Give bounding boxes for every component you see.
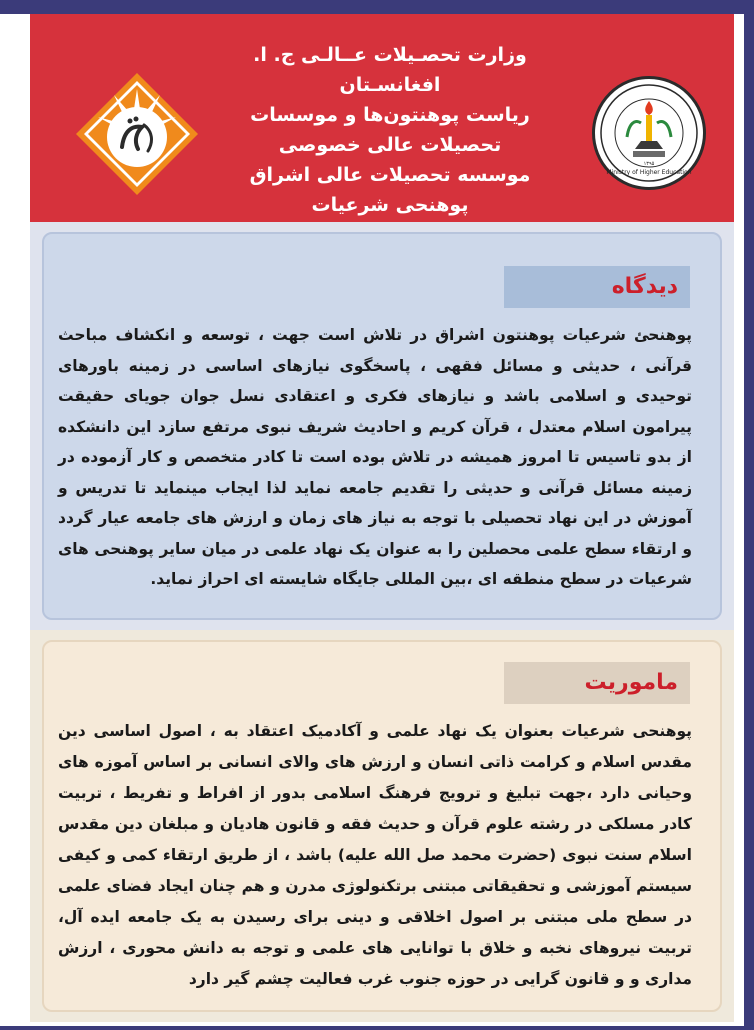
emblem-english-text: Ministry of Higher Education [606,169,692,176]
vision-card [42,232,722,620]
header-line-directorate: ریاست پوهنتون‌ها و موسسات تحصیلات عالی خصوصی [250,104,530,156]
header-banner [30,14,734,222]
header-line-ministry: وزارت تحصـیلات عــالـی ج. ا. افغانسـتان [253,44,527,96]
vision-section [30,222,734,630]
header-line-faculty: پوهنحی شرعیات [311,194,469,216]
vision-title: دیدگاه [504,266,690,308]
mission-text: پوهنحی شرعیات بعنوان یک نهاد علمی و آکادمیک اعتقاد به ، اصول اساسی دین مقدس اسلام و کرامت ذاتی انسان و ارزش های والای انسانی بر اساس آموزه های وحیانی دارد ،جهت تبلیغ و ترویج فرهنگ اسلامی بدور از افراط و تفریط ، تربیت کادر مسلکی در رشته علوم قرآن و حدیث فقه و قانون هادیان و مبلغان دین مقدس اسلام سنت نبوی (حضرت محمد صل الله علیه) باشد ، از طریق ارتقاء کمی و کیفی سیستم آموزشی و تحقیقاتی مبتنی برتکنولوژی مدرن و هم چنان ایجاد فضای علمی در سطح ملی مبتنی بر اصول اخلاقی و دینی برای رسیدن به یک جامعه ایده آل، تربیت نیروهای نخبه و خلاق با توانایی های علمی و توجه به دانش محوری ، ارزش مداری و و قانون گرایی در حوزه جنوب غرب فعالیت چشم گیر دارد [58,722,692,988]
mission-card [42,640,722,1012]
mission-section [30,630,734,1022]
frame-top-bar [0,0,754,14]
header-title-block [210,40,570,250]
header-line-institution: موسسه تحصیلات عالی اشراق [249,164,531,186]
mission-title: ماموریت [504,662,690,704]
frame-bottom-bar [0,1026,754,1030]
ishraq-sunburst-icon [72,69,202,199]
ministry-emblem-logo [592,76,706,190]
ministry-emblem-icon [595,79,703,187]
vision-text: پوهنحئ شرعیات پوهنتون اشراق در تلاش است جهت ، توسعه و انکشاف مباحث قرآنی ، حدیثی و مسائل فقهی ، پاسخگوی نیازهای اساسی در زمینه باورهای توحیدی و اسلامی باشد و نیازهای فکری و اعتقادی نسل جوان جویای حقیقت پیرامون اسلام معتدل ، قرآن کریم و احادیث شریف نبوی مرتفع سازد این دانشکده از بدو تاسیس تا امروز همیشه در تلاش بوده است تا کادر متخصص و کار آزموده در زمینه مسائل قرآنی و حدیثی را تقدیم جامعه نماید لذا ایجاب مینماید تا تدریس و آموزش در این نهاد تحصیلی با توجه به نیاز های زمان و ارزش های جامعه عیار گردد و ارتقاء سطح علمی محصلین را به عنوان یک نهاد علمی در میان سایر پوهنحی های شرعیات در سطح منطقه ای ،بین المللی جایگاه شایسته ای احراز نماید. [58,326,692,588]
frame-right-bar [744,0,754,1030]
ishraq-university-logo [72,69,202,199]
emblem-year-text: ۱۳۹۵ [643,161,655,167]
